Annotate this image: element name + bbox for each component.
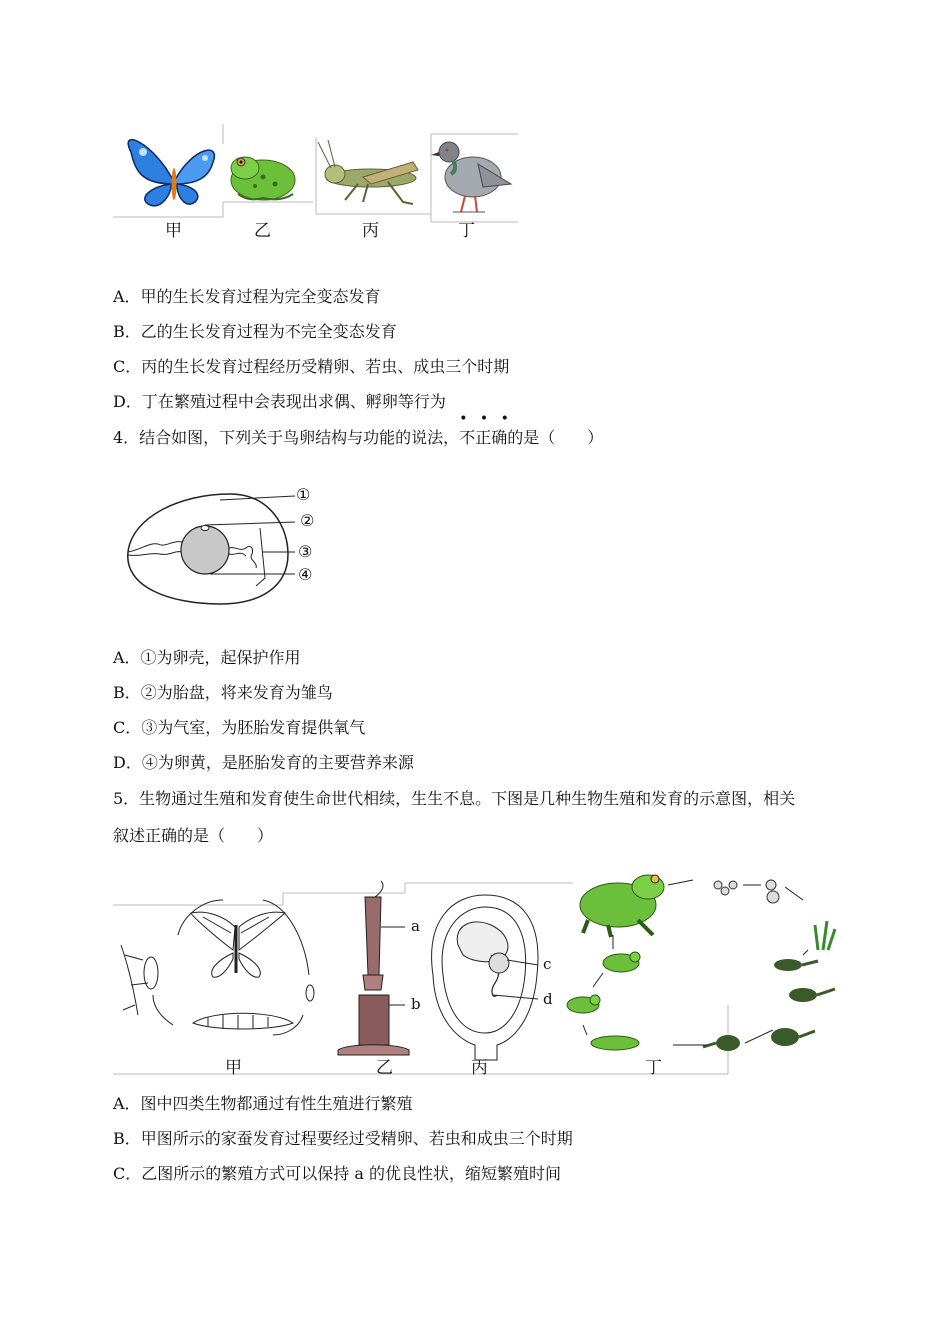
q3-option-c: C．丙的生长发育过程经历受精卵、若虫、成虫三个时期	[113, 357, 510, 376]
grafting-diagram	[338, 881, 409, 1055]
q3-caption-bing: 丙	[362, 221, 379, 241]
q5-diagram	[113, 855, 848, 1077]
q5-reproduction-figure	[113, 855, 848, 1077]
q3-caption-ding: 丁	[458, 221, 475, 241]
grasshopper-illustration	[318, 140, 418, 204]
q5-label-c: c	[543, 955, 552, 973]
q4-stem-after: 的是（ ）	[507, 428, 604, 447]
q5-option-b: B．甲图所示的家蚕发育过程要经过受精卵、若虫和成虫三个时期	[113, 1129, 573, 1148]
q3-option-d: D．丁在繁殖过程中会表现出求偶、孵卵等行为	[113, 392, 446, 411]
pigeon-illustration	[431, 142, 511, 212]
q5-option-a: A．图中四类生物都通过有性生殖进行繁殖	[113, 1094, 413, 1113]
q4-emphasis-dots: • • •	[459, 411, 513, 427]
q5-stem-line2: 叙述正确的是（ ）	[113, 826, 274, 845]
q3-option-b: B．乙的生长发育过程为不完全变态发育	[113, 322, 397, 341]
q4-option-d: D．④为卵黄，是胚胎发育的主要营养来源	[113, 753, 414, 772]
egg-label-2: ②	[300, 511, 315, 530]
q4-option-b: B．②为胎盘，将来发育为雏鸟	[113, 683, 333, 702]
butterfly-illustration	[128, 140, 214, 206]
egg-label-4: ④	[298, 565, 313, 584]
q5-stem-line1: 5．生物通过生殖和发育使生命世代相续，生生不息。下图是几种生物生殖和发育的示意图，相关	[113, 789, 796, 808]
q4-stem	[113, 411, 604, 448]
q5-label-d: d	[543, 990, 553, 1008]
frog-life-cycle	[567, 875, 835, 1051]
q5-option-c: C．乙图所示的繁殖方式可以保持 a 的优良性状，缩短繁殖时间	[113, 1164, 561, 1183]
egg-structure-figure	[120, 482, 330, 612]
q4-option-a: A．①为卵壳，起保护作用	[113, 648, 301, 667]
q5-label-b: b	[411, 995, 421, 1013]
q5-caption-bing: 丙	[471, 1058, 488, 1078]
q4-option-c: C．③为气室，为胚胎发育提供氧气	[113, 718, 366, 737]
q4-stem-before: 4．结合如图，下列关于鸟卵结构与功能的说法，	[113, 428, 460, 447]
q3-option-a: A．甲的生长发育过程为完全变态发育	[113, 287, 381, 306]
q3-caption-jia: 甲	[165, 221, 182, 241]
egg-label-1: ①	[296, 485, 311, 504]
egg-label-3: ③	[298, 542, 313, 561]
q5-label-a: a	[411, 917, 420, 935]
q4-emphasis-text: 不正确	[459, 428, 508, 447]
frog-illustration	[231, 157, 295, 200]
q4-emphasis	[459, 411, 513, 448]
q5-caption-ding: 丁	[645, 1058, 662, 1078]
fetus-in-uterus	[432, 895, 538, 1060]
q5-caption-yi: 乙	[376, 1058, 393, 1078]
q5-caption-jia: 甲	[225, 1058, 242, 1078]
silkworm-cycle	[121, 900, 314, 1035]
q3-caption-yi: 乙	[254, 221, 271, 241]
